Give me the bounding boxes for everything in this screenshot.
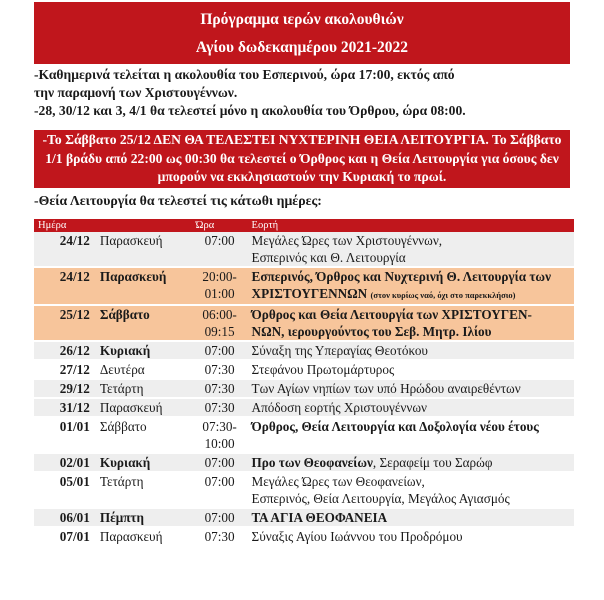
row-date: 02/01 <box>34 453 96 472</box>
row-feast: Όρθρος και Θεία Λειτουργία των ΧΡΙΣΤΟΥΓΕΝ- ΝΩΝ, ιερουργούντος του Σεβ. Μητρ. Ιλίου <box>248 305 574 341</box>
table-row <box>34 472 574 508</box>
row-day: Κυριακή <box>96 341 192 360</box>
row-date: 25/12 <box>34 305 96 341</box>
row-day: Δευτέρα <box>96 360 192 379</box>
row-time: 07:00 <box>192 453 248 472</box>
row-day: Σάββατο <box>96 305 192 341</box>
table-row <box>34 527 574 546</box>
row-feast: Των Αγίων νηπίων των υπό Ηρώδου αναιρεθέντων <box>248 379 574 398</box>
row-date: 05/01 <box>34 472 96 508</box>
row-date: 06/01 <box>34 508 96 527</box>
row-time: 07:00 <box>192 508 248 527</box>
row-day: Παρασκευή <box>96 232 192 267</box>
row-feast: Μεγάλες Ώρες των Χριστουγέννων, Εσπερινός και Θ. Λειτουργία <box>248 232 574 267</box>
table-row <box>34 305 574 341</box>
title-line-2: Αγίου δωδεκαημέρου 2021-2022 <box>195 39 409 56</box>
row-feast: Όρθρος, Θεία Λειτουργία και Δοξολογία νέου έτους <box>248 417 574 453</box>
row-feast: ΤΑ ΑΓΙΑ ΘΕΟΦΑΝΕΙΑ <box>248 508 574 527</box>
row-note: (στον κυρίως ναό, όχι στο παρεκκλήσιο) <box>370 290 516 300</box>
row-date: 29/12 <box>34 379 96 398</box>
row-time: 06:00- 09:15 <box>192 305 248 341</box>
row-time: 07:30 <box>192 360 248 379</box>
row-time: 07:00 <box>192 341 248 360</box>
table-row <box>34 508 574 527</box>
header-day: Ημέρα <box>34 219 192 232</box>
schedule-table <box>34 219 574 547</box>
row-date: 26/12 <box>34 341 96 360</box>
row-time: 07:30 <box>192 527 248 546</box>
liturgy-subheading: -Θεία Λειτουργία θα τελεστεί τις κάτωθι ημέρες: <box>34 193 322 208</box>
row-time: 07:30 <box>192 398 248 417</box>
row-day: Παρασκευή <box>96 527 192 546</box>
row-date: 01/01 <box>34 417 96 453</box>
table-row <box>34 232 574 267</box>
intro-line-2: την παραμονή των Χριστουγέννων. <box>34 85 238 100</box>
table-header-row <box>34 219 574 232</box>
row-feast: Εσπερινός, Όρθρος και Νυχτερινή Θ. Λειτουργία των ΧΡΙΣΤΟΥΓΕΝΝΩΝ (στον κυρίως ναό, όχι στο παρεκκλήσιο) <box>248 267 574 305</box>
row-date: 31/12 <box>34 398 96 417</box>
row-day: Πέμπτη <box>96 508 192 527</box>
row-day: Κυριακή <box>96 453 192 472</box>
header-time: Ώρα <box>192 219 248 232</box>
intro-text <box>34 66 574 120</box>
table-row <box>34 398 574 417</box>
table-row <box>34 453 574 472</box>
row-feast: Προ των Θεοφανείων, Σεραφείμ του Σαρώφ <box>248 453 574 472</box>
row-date: 27/12 <box>34 360 96 379</box>
row-time: 07:00 <box>192 472 248 508</box>
row-day: Τετάρτη <box>96 472 192 508</box>
row-feast: Στεφάνου Πρωτομάρτυρος <box>248 360 574 379</box>
row-date: 07/01 <box>34 527 96 546</box>
title-banner <box>34 2 570 64</box>
row-time: 07:30 <box>192 379 248 398</box>
row-day: Παρασκευή <box>96 267 192 305</box>
row-date: 24/12 <box>34 232 96 267</box>
table-row <box>34 267 574 305</box>
row-date: 24/12 <box>34 267 96 305</box>
title-line-1: Πρόγραμμα ιερών ακολουθιών <box>200 11 404 28</box>
table-row <box>34 360 574 379</box>
row-day: Σάββατο <box>96 417 192 453</box>
row-feast: Σύναξη της Υπεραγίας Θεοτόκου <box>248 341 574 360</box>
row-time: 07:00 <box>192 232 248 267</box>
row-feast: Απόδοση εορτής Χριστουγέννων <box>248 398 574 417</box>
row-time: 07:30- 10:00 <box>192 417 248 453</box>
row-time: 20:00- 01:00 <box>192 267 248 305</box>
table-row <box>34 379 574 398</box>
table-row <box>34 341 574 360</box>
intro-line-3: -28, 30/12 και 3, 4/1 θα τελεστεί μόνο η ακολουθία του Όρθρου, ώρα 08:00. <box>34 103 466 118</box>
row-day: Τετάρτη <box>96 379 192 398</box>
header-feast: Εορτή <box>248 219 574 232</box>
intro-line-1: -Καθημερινά τελείται η ακολουθία του Εσπερινού, ώρα 17:00, εκτός από <box>34 67 455 82</box>
row-feast: Μεγάλες Ώρες των Θεοφανείων, Εσπερινός, Θεία Λειτουργία, Μεγάλος Αγιασμός <box>248 472 574 508</box>
notice-banner: -Το Σάββατο 25/12 ΔΕΝ ΘΑ ΤΕΛΕΣΤΕΙ ΝΥΧΤΕΡΙΝΗ ΘΕΙΑ ΛΕΙΤΟΥΡΓΙΑ. Το Σάββατο 1/1 βράδυ από 22:00 ως 00:30 θα τελεστεί ο Όρθρος και η Θεία Λειτουργία για όσους δεν μπορούν να εκκλησιαστούν την Κυριακή το πρωί. <box>34 130 570 188</box>
table-row <box>34 417 574 453</box>
row-feast: Σύναξις Αγίου Ιωάννου του Προδρόμου <box>248 527 574 546</box>
row-day: Παρασκευή <box>96 398 192 417</box>
